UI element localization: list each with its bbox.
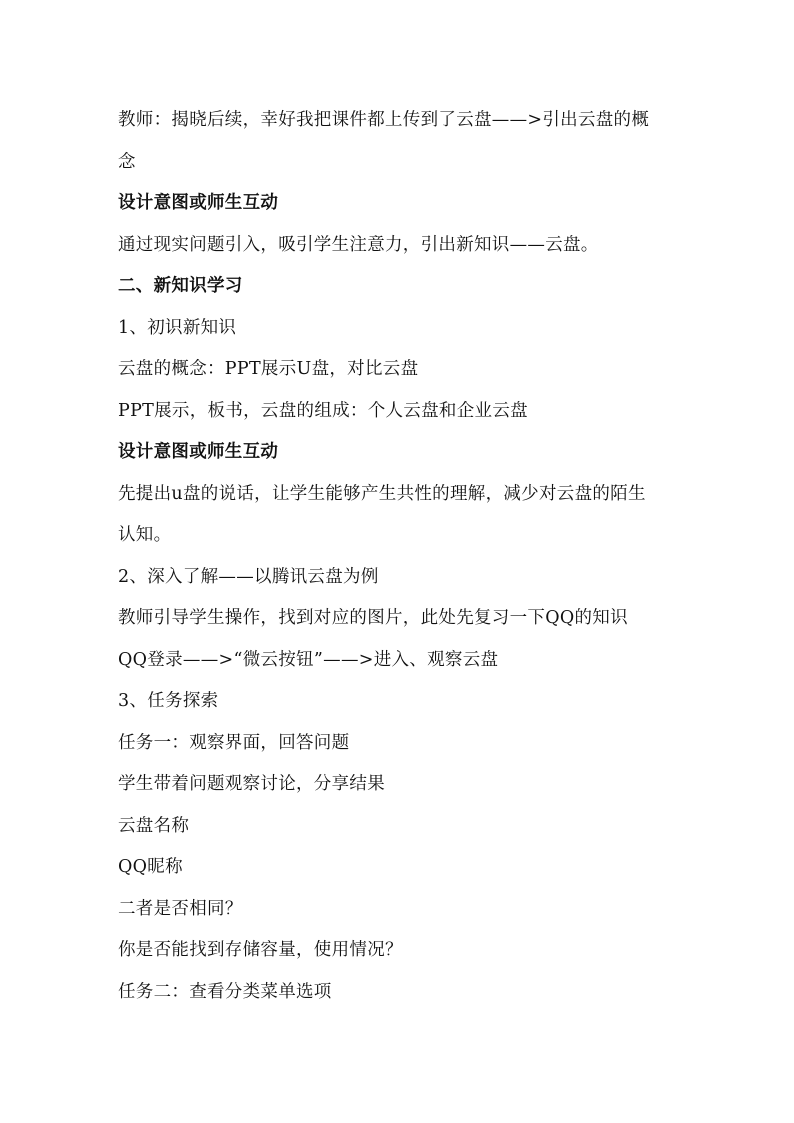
subheading-deep-dive: 2、深入了解——以腾讯云盘为例	[118, 566, 379, 587]
paragraph-usb-comparison: 先提出u盘的说话，让学生能够产生共性的理解，减少对云盘的陌生	[118, 483, 646, 504]
paragraph-cloud-concept: 云盘的概念：PPT展示U盘，对比云盘	[118, 359, 419, 379]
paragraph-student-discussion: 学生带着问题观察讨论，分享结果	[118, 774, 385, 794]
paragraph-teacher-intro-cont: 念	[118, 151, 136, 172]
paragraph-cloud-name: 云盘名称	[118, 815, 190, 836]
paragraph-qq-login-flow: QQ登录——>“微云按钮”——>进入、观察云盘	[118, 649, 499, 670]
subheading-task-explore: 3、任务探索	[118, 691, 219, 711]
heading-new-knowledge: 二、新知识学习	[118, 276, 243, 296]
paragraph-teacher-intro: 教师：揭晓后续，幸好我把课件都上传到了云盘——>引出云盘的概	[118, 110, 650, 130]
heading-design-intent-2: 设计意图或师生互动	[118, 442, 279, 462]
paragraph-qq-nickname: QQ昵称	[118, 857, 183, 877]
document-body	[118, 100, 693, 1013]
heading-design-intent: 设计意图或师生互动	[118, 193, 279, 213]
paragraph-intro-purpose: 通过现实问题引入，吸引学生注意力，引出新知识——云盘。	[118, 234, 599, 255]
paragraph-cloud-composition: PPT展示，板书，云盘的组成：个人云盘和企业云盘	[118, 400, 528, 421]
paragraph-task-one: 任务一：观察界面，回答问题	[118, 732, 350, 753]
paragraph-teacher-guide: 教师引导学生操作，找到对应的图片，此处先复习一下QQ的知识	[118, 608, 628, 628]
paragraph-task-two: 任务二：查看分类菜单选项	[118, 981, 332, 1002]
paragraph-storage-question: 你是否能找到存储容量，使用情况？	[118, 940, 403, 960]
paragraph-same-question: 二者是否相同？	[118, 898, 243, 919]
paragraph-usb-comparison-cont: 认知。	[118, 525, 172, 545]
subheading-first-look: 1、初识新知识	[118, 317, 237, 338]
